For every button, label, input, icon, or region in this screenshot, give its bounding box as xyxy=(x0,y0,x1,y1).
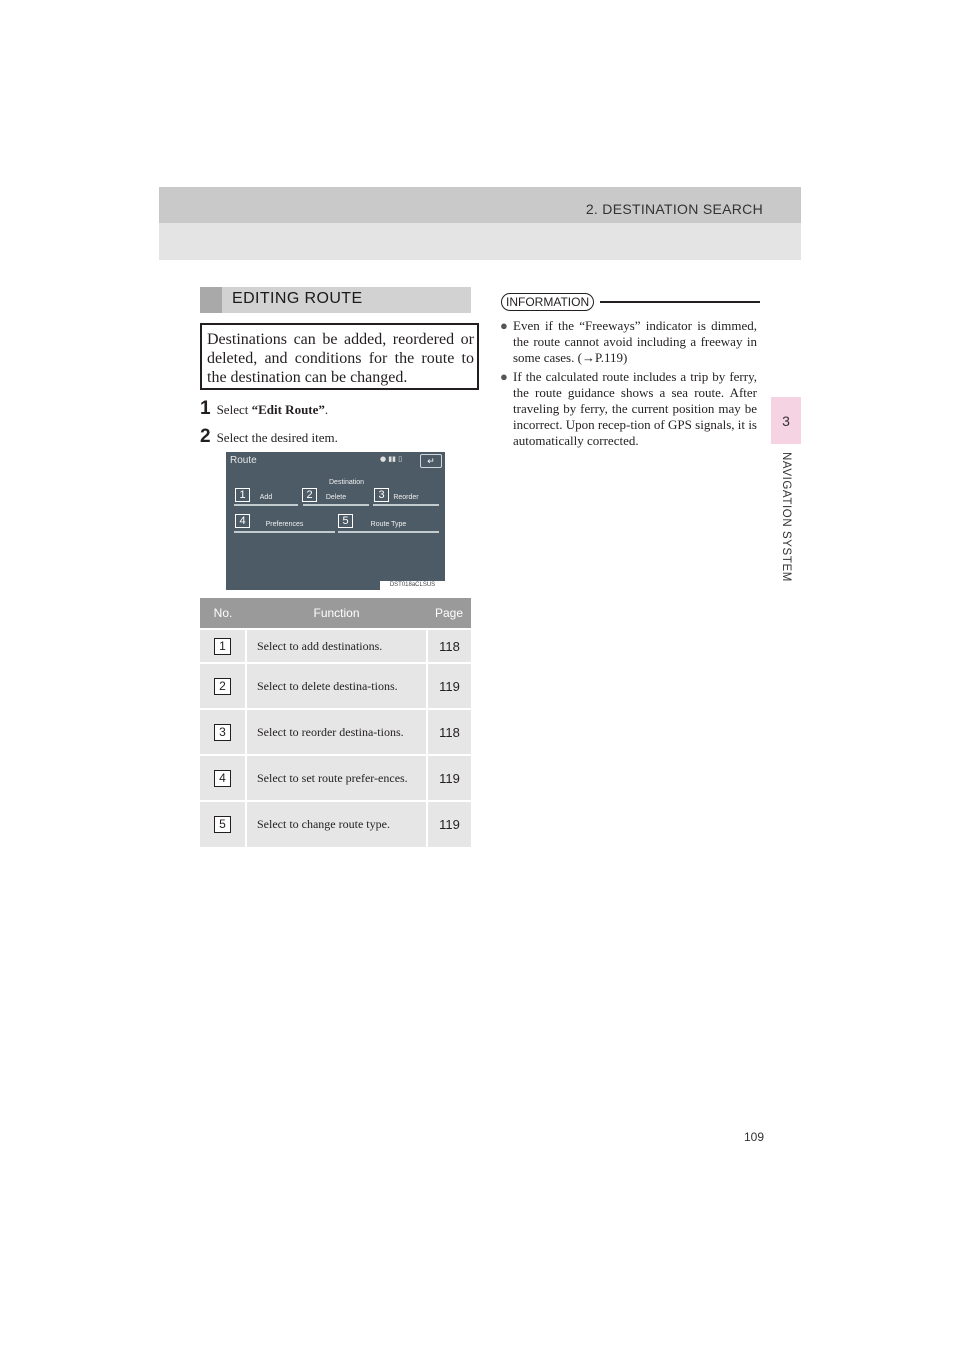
callout-number: 1 xyxy=(235,488,250,502)
step-text: Select xyxy=(216,402,252,417)
column-header: Page xyxy=(427,598,471,629)
image-code: DST018aCLSUS xyxy=(380,581,445,590)
row-page: 118 xyxy=(427,709,471,755)
table-row xyxy=(200,755,471,801)
chapter-tab-number: 3 xyxy=(771,397,801,444)
button-label: Preferences xyxy=(265,521,304,528)
intro-text: Destinations can be added, reordered or deleted, and conditions for the route to the destination can be changed. xyxy=(207,331,474,386)
information-heading xyxy=(501,293,594,311)
callout-number: 3 xyxy=(374,488,389,502)
row-function: Select to set route prefer-ences. xyxy=(246,755,427,801)
row-number: 1 xyxy=(214,638,231,655)
step-keyword: “Edit Route” xyxy=(251,402,325,417)
header-subband xyxy=(159,223,801,260)
step-2 xyxy=(200,426,338,448)
screen-title: Route xyxy=(230,455,257,466)
table-row xyxy=(200,709,471,755)
page-number: 109 xyxy=(744,1130,765,1144)
information-item-text: If the calculated route includes a trip by ferry, the route guidance shows a sea route. After traveling by ferry, the current position may be incorrect. Upon recep-tion of GPS signals, it is automatically corrected. xyxy=(513,369,757,448)
table-row xyxy=(200,663,471,709)
information-item-text: Even if the “Freeways” indicator is dimmed, the route cannot avoid including a freeway in some cases. (→P.119) xyxy=(513,318,757,365)
column-header: Function xyxy=(246,598,427,629)
row-number: 5 xyxy=(214,816,231,833)
row-function: Select to add destinations. xyxy=(246,629,427,663)
button-label: Add xyxy=(259,494,273,501)
chapter-tab-label-text: NAVIGATION SYSTEM xyxy=(780,452,792,582)
step-suffix: . xyxy=(324,402,329,417)
screen-route-type-button[interactable] xyxy=(338,519,439,533)
row-function: Select to reorder destina-tions. xyxy=(246,709,427,755)
table-header-row xyxy=(200,598,471,629)
bullet-icon: ● xyxy=(500,369,508,384)
information-label: INFORMATION xyxy=(501,293,594,311)
row-function: Select to delete destina-tions. xyxy=(246,663,427,709)
table-row xyxy=(200,629,471,663)
table-row xyxy=(200,801,471,847)
step-1 xyxy=(200,398,328,420)
information-item xyxy=(500,318,757,366)
route-screen-illustration xyxy=(226,452,445,590)
screen-group-label: Destination xyxy=(329,479,365,486)
row-page: 118 xyxy=(427,629,471,663)
row-page: 119 xyxy=(427,755,471,801)
section-heading-marker xyxy=(200,287,222,313)
chapter-title: 2. DESTINATION SEARCH xyxy=(585,201,763,217)
row-number: 2 xyxy=(214,678,231,695)
function-table xyxy=(200,598,471,847)
callout-number: 4 xyxy=(235,514,250,528)
button-label: Route Type xyxy=(370,521,407,528)
section-heading-text: EDITING ROUTE xyxy=(232,290,363,307)
row-number: 4 xyxy=(214,770,231,787)
chapter-tab-label xyxy=(771,452,801,602)
status-icons: ● ▮▮ ▯ xyxy=(380,455,403,463)
intro-box xyxy=(200,323,479,390)
row-function: Select to change route type. xyxy=(246,801,427,847)
column-header: No. xyxy=(200,598,246,629)
row-number: 3 xyxy=(214,724,231,741)
bullet-icon: ● xyxy=(500,318,508,333)
button-label: Reorder xyxy=(393,494,419,501)
information-list xyxy=(500,318,757,452)
step-number: 1 xyxy=(200,398,211,419)
section-heading xyxy=(200,287,471,313)
row-page: 119 xyxy=(427,801,471,847)
callout-number: 2 xyxy=(302,488,317,502)
button-label: Delete xyxy=(325,494,347,501)
callout-number: 5 xyxy=(338,514,353,528)
information-item xyxy=(500,369,757,449)
row-page: 119 xyxy=(427,663,471,709)
back-arrow-icon[interactable]: ↵ xyxy=(420,454,442,468)
step-text: Select the desired item. xyxy=(216,430,338,445)
step-number: 2 xyxy=(200,426,211,447)
information-rule xyxy=(600,301,760,303)
